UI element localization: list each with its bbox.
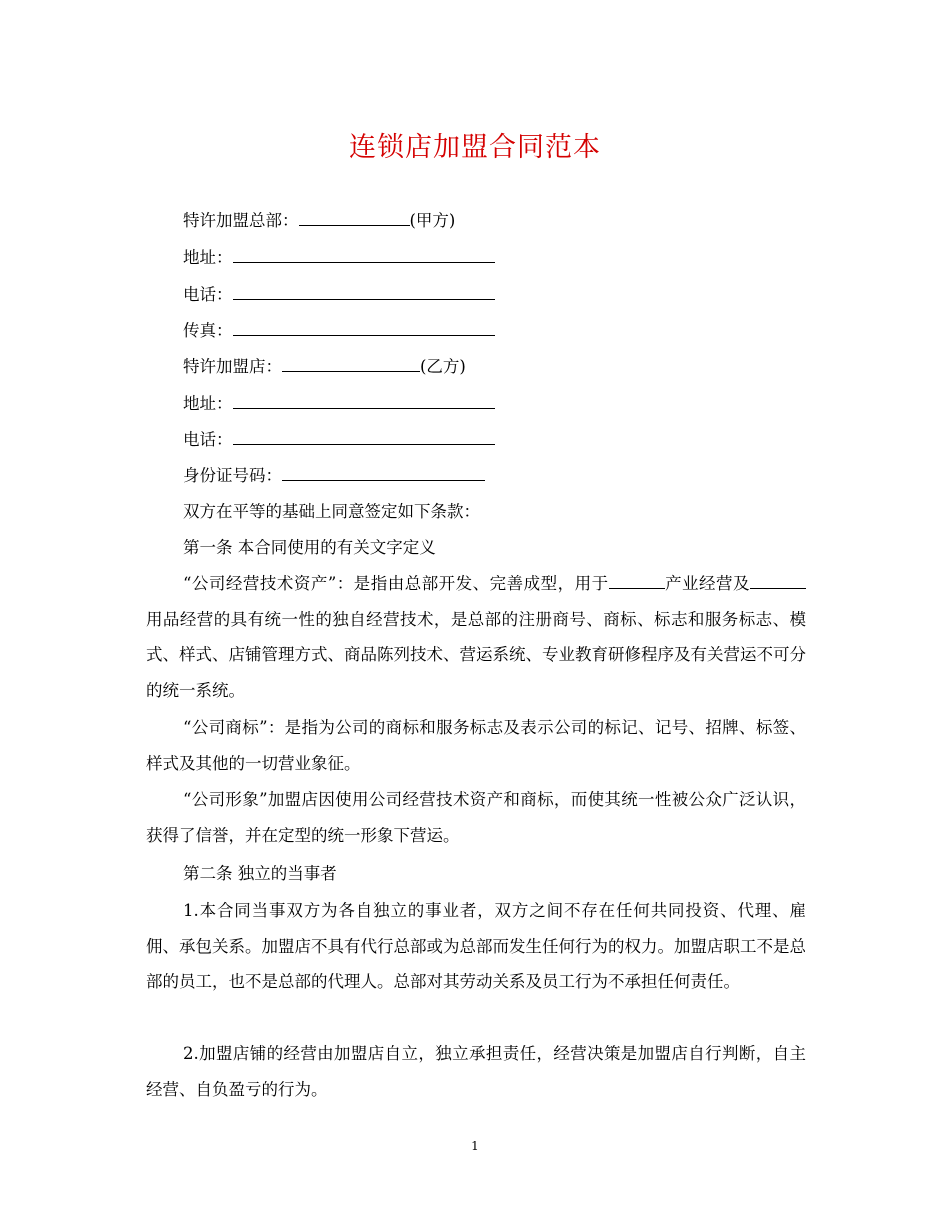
party-a-address-label: 地址：	[183, 248, 233, 267]
party-a-phone-line	[183, 282, 495, 307]
party-a-phone-label: 电话：	[183, 285, 233, 304]
party-b-address-blank	[233, 391, 495, 409]
goods-blank	[750, 571, 806, 589]
industry-blank	[609, 571, 665, 589]
party-b-id-line	[183, 463, 485, 488]
article-1-heading: 第一条 本合同使用的有关文字定义	[183, 538, 436, 557]
party-b-id-blank	[282, 463, 485, 481]
party-b-phone-blank	[233, 427, 495, 445]
party-b-phone-line	[183, 427, 495, 452]
party-a-suffix: (甲方)	[409, 211, 456, 230]
article-1-p1-part-b: 产业经营及	[664, 574, 751, 593]
party-a-fax-line	[183, 318, 495, 343]
party-a-line	[183, 208, 455, 233]
intro-text: 双方在平等的基础上同意签定如下条款：	[183, 502, 480, 521]
article-1-p2-text: “公司商标”：是指为公司的商标和服务标志及表示公司的标记、记号、招牌、标签、样式及其他的一切营业象征。	[146, 718, 806, 773]
party-b-id-label: 身份证号码：	[183, 466, 282, 485]
party-b-suffix: (乙方)	[420, 357, 466, 376]
article-1-paragraph-1	[146, 566, 806, 708]
party-a-phone-blank	[233, 282, 495, 300]
article-2-item-1	[146, 893, 806, 1000]
party-b-blank	[282, 354, 420, 372]
party-a-label: 特许加盟总部：	[183, 211, 299, 230]
document-title: 连锁店加盟合同范本	[349, 132, 601, 163]
party-b-address-line	[183, 391, 495, 416]
party-a-blank	[299, 208, 410, 226]
party-a-address-line	[183, 245, 495, 270]
article-2-item-2-text: 2.加盟店铺的经营由加盟店自立，独立承担责任，经营决策是加盟店自行判断，自主经营、自负盈亏的行为。	[146, 1044, 806, 1099]
article-1-p1-part-a: “公司经营技术资产”：是指由总部开发、完善成型，用于	[183, 574, 609, 593]
article-1-p3-text: “公司形象”加盟店因使用公司经营技术资产和商标，而使其统一性被公众广泛认识，获得了信誉，并在定型的统一形象下营运。	[146, 790, 806, 845]
article-2-item-1-text: 1.本合同当事双方为各自独立的事业者，双方之间不存在任何共同投资、代理、雇佣、承包关系。加盟店不具有代行总部或为总部而发生任何行为的权力。加盟店职工不是总部的员工，也不是总部的代理人。总部对其劳动关系及员工行为不承担任何责任。	[146, 901, 806, 991]
party-b-address-label: 地址：	[183, 394, 233, 413]
article-1-p1-part-c: 用品经营的具有统一性的独自经营技术，是总部的注册商号、商标、标志和服务标志、模式、样式、店铺管理方式、商品陈列技术、营运系统、专业教育研修程序及有关营运不可分的统一系统。	[146, 609, 806, 700]
party-b-phone-label: 电话：	[183, 430, 233, 449]
article-2-heading: 第二条 独立的当事者	[183, 864, 337, 883]
page-number: 1	[471, 1139, 479, 1153]
party-a-fax-blank	[233, 318, 495, 336]
article-1-paragraph-2	[146, 710, 806, 781]
party-a-fax-label: 传真：	[183, 321, 233, 340]
article-2-item-2	[146, 1036, 806, 1107]
article-1-paragraph-3	[146, 782, 806, 853]
party-b-line	[183, 354, 466, 379]
party-b-label: 特许加盟店：	[183, 357, 282, 376]
party-a-address-blank	[233, 245, 495, 263]
